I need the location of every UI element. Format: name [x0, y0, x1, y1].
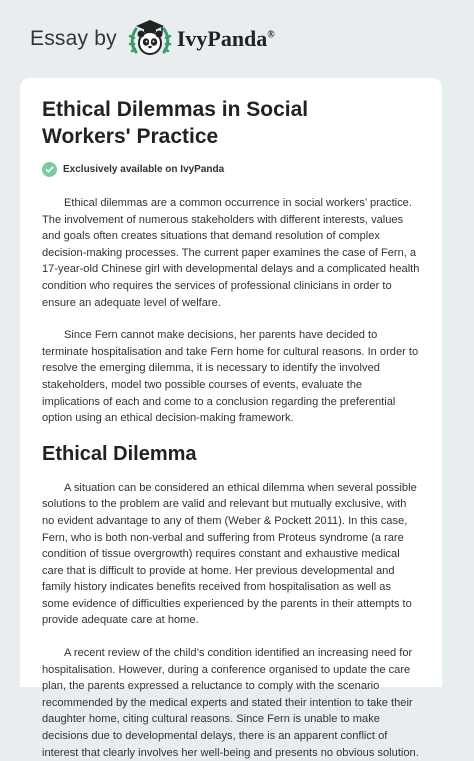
paragraph: A recent review of the child’s condition identified an increasing need for hospitalisation. However, during a conference organised to update the care plan, the parents expressed a reluctance to comply with the scenario recommended by the medical experts and stated their intention to take their daughter home, citing cultural reasons. Since Fern is unable to make decisions due to developmental delays, there is an apparent conflict of interest that clearly involves her well-being and presents no obvious solution.	[42, 647, 419, 759]
registered-mark: ®	[267, 29, 275, 41]
panda-graduate-icon[interactable]	[127, 16, 173, 62]
paragraph: A situation can be considered an ethical dilemma when several possible solutions to the problem are valid and relevant but mutually exclusive, with no evident advantage to any of them (Weber & Pockett 2011). In this case, Fern, who is both non-verbal and suffering from Proteus syndrome (a rare condition of tissue overgrowth) requires constant and exhaustive medical care that is difficult to provide at home. Her previous developmental and family history indicates benefits received from hospitalisation as well as some evidence of difficulties experienced by the parents in their attempts to provide adequate care at home.	[42, 481, 417, 627]
essay-by-label: Essay by	[30, 27, 117, 50]
brand-name[interactable]	[177, 26, 275, 52]
brand-text: IvyPanda	[176, 26, 268, 51]
check-circle-icon	[42, 162, 57, 177]
essay-card	[20, 78, 442, 759]
essay-title: Ethical Dilemmas in Social Workers' Practice	[42, 98, 309, 148]
exclusive-badge	[42, 162, 420, 177]
paragraph: Since Fern cannot make decisions, her parents have decided to terminate hospitalisation and take Fern home for cultural reasons. In order to resolve the emerging dilemma, it is necessary to identify the involved stakeholders, model two possible courses of events, evaluate the implications of each and come to a conclusion regarding the preferential option using an ethical decision-making framework.	[42, 329, 419, 425]
site-header	[0, 0, 474, 78]
paragraph: Ethical dilemmas are a common occurrence in social workers’ practice. The involvement of numerous stakeholders with different interests, values and goals often creates situations that demand resolution of complex decision-making processes. The current paper examines the case of Fern, a 17-year-old Chinese girl with developmental delays and a complicated health condition who requires the services of professional clinicians in order to ensure an adequate level of welfare.	[42, 197, 420, 309]
section-heading: Ethical Dilemma	[42, 442, 197, 465]
badge-text: Exclusively available on IvyPanda	[63, 164, 225, 175]
